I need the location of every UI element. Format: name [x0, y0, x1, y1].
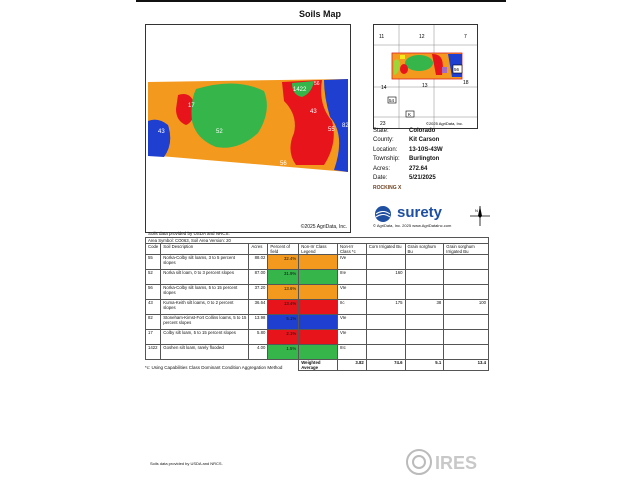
col-header: Acres [249, 244, 268, 255]
soil-acres: 4.00 [249, 345, 268, 360]
corn-irrigated: 175 [366, 300, 405, 315]
table-row [146, 315, 489, 330]
locator-label: 11 [379, 34, 385, 40]
map-label-55: 55 [328, 127, 335, 133]
class-legend-swatch [299, 330, 338, 345]
table-row [146, 285, 489, 300]
map-label-82: 82 [342, 123, 349, 129]
soil-description: Norka silt loam, 0 to 3 percent slopes [161, 270, 249, 285]
surety-subtext: © AgriData, Inc. 2025 www.AgriDataInc.com [373, 223, 452, 228]
locator-map-graphic [374, 25, 477, 128]
col-header: Non-Irr Class Legend [299, 244, 338, 255]
non-irr-class: VIe [337, 315, 366, 330]
non-irr-class: VIe [337, 285, 366, 300]
table-row [146, 330, 489, 345]
map-label-43b: 43 [310, 109, 317, 115]
class-legend-swatch [299, 285, 338, 300]
grain-sorghum-irrigated [444, 315, 489, 330]
footnote: *c: Using Capabilities Class Dominant Condition Aggregation Method [145, 365, 283, 370]
table-row [146, 255, 489, 270]
ires-logo-icon [407, 450, 431, 474]
soil-percent: 13.4% [268, 300, 299, 315]
map-label-17: 17 [188, 103, 195, 109]
info-label: Date: [373, 175, 388, 182]
grain-sorghum [405, 255, 444, 270]
col-header: Soil Description [161, 244, 249, 255]
weighted-label: Weighted Average [299, 360, 338, 371]
info-row-location [373, 146, 443, 155]
grain-sorghum [405, 270, 444, 285]
locator-label: 18 [463, 80, 469, 86]
table-header-row [146, 244, 489, 255]
class-legend-swatch [299, 300, 338, 315]
soil-percent: 31.9% [268, 270, 299, 285]
grain-sorghum-irrigated [444, 285, 489, 300]
soil-percent: 32.4% [268, 255, 299, 270]
grain-sorghum [405, 285, 444, 300]
locator-label: 54 [389, 98, 395, 103]
grain-sorghum [405, 345, 444, 360]
soil-code: 1422 [146, 345, 161, 360]
grain-sorghum [405, 330, 444, 345]
soil-code: 56 [146, 285, 161, 300]
soil-acres: 36.64 [249, 300, 268, 315]
corn-irrigated [366, 285, 405, 300]
non-irr-class: IVe [337, 255, 366, 270]
ires-wordmark: IRES [435, 453, 478, 473]
class-legend-swatch [299, 255, 338, 270]
locator-label: 13 [422, 83, 428, 89]
info-label: County: [373, 137, 394, 144]
corn-irrigated: 160 [366, 270, 405, 285]
corn-irrigated [366, 255, 405, 270]
surety-globe-icon [373, 205, 395, 223]
map-label-1422: 1422 [293, 87, 307, 93]
surety-logo [373, 205, 451, 228]
info-value: 5/21/2025 [409, 175, 436, 182]
col-header: Grain sorghum Bu [405, 244, 444, 255]
soils-map-graphic [146, 25, 350, 232]
soils-legend-table [145, 237, 489, 371]
info-label: Township: [373, 156, 400, 163]
ires-watermark [405, 448, 497, 476]
soil-code: 52 [146, 270, 161, 285]
info-label: Acres: [373, 165, 391, 172]
class-legend-swatch [299, 345, 338, 360]
grain-sorghum-irrigated [444, 270, 489, 285]
class-legend-swatch [299, 270, 338, 285]
col-header: Grain sorghum Irrigated Bu [444, 244, 489, 255]
corn-irrigated [366, 345, 405, 360]
grain-sorghum: 38 [405, 300, 444, 315]
soil-code: 55 [146, 255, 161, 270]
table-row [146, 345, 489, 360]
locator-copyright: ©2025 AgriData, Inc. [426, 121, 463, 126]
soil-acres: 13.98 [249, 315, 268, 330]
grain-sorghum-irrigated [444, 330, 489, 345]
grain-sorghum-irrigated: 100 [444, 300, 489, 315]
soil-description: Stoneham-Kimst-Fort Collins loams, 5 to 15 percent slopes [161, 315, 249, 330]
company-logo: ROCKING X [373, 185, 402, 191]
locator-label: K [408, 112, 412, 117]
info-value: 13-10S-43W [409, 146, 443, 153]
info-row-township [373, 155, 443, 164]
soil-code: 82 [146, 315, 161, 330]
corn-irrigated [366, 330, 405, 345]
weighted-corn: 74.6 [366, 360, 405, 371]
map-label-56b: 56 [314, 81, 320, 87]
soil-percent: 5.1% [268, 315, 299, 330]
class-legend-swatch [299, 315, 338, 330]
weighted-sorghum: 5.1 [405, 360, 444, 371]
locator-map[interactable] [373, 24, 478, 129]
map-copyright: ©2025 AgriData, Inc. [300, 224, 347, 230]
info-value: Colorado [409, 128, 436, 134]
weighted-class: 3.82 [337, 360, 366, 371]
info-row-county [373, 136, 443, 145]
soil-description: Kuma-Keith silt loams, 0 to 2 percent slopes [161, 300, 249, 315]
north-label: N [475, 208, 478, 213]
soil-percent: 13.6% [268, 285, 299, 300]
top-rule [136, 0, 506, 2]
info-row-acres [373, 165, 443, 174]
surety-wordmark: surety [397, 204, 443, 221]
soil-acres: 88.02 [249, 255, 268, 270]
table-row [146, 300, 489, 315]
soil-description: Norka-Colby silt loams, 5 to 15 percent slopes [161, 285, 249, 300]
weighted-sorghum-irr: 13.4 [444, 360, 489, 371]
map-label-52: 52 [216, 129, 223, 135]
non-irr-class: VIe [337, 330, 366, 345]
corn-irrigated [366, 315, 405, 330]
info-label: State: [373, 128, 389, 134]
locator-label: 56 [454, 67, 460, 72]
table-row [146, 270, 489, 285]
grain-sorghum [405, 315, 444, 330]
locator-label: 7 [464, 34, 467, 40]
info-label: Location: [373, 146, 398, 153]
soil-code: 17 [146, 330, 161, 345]
map-label-43: 43 [158, 129, 165, 135]
bottom-note: Soils data provided by USDA and NRCS. [150, 461, 223, 466]
locator-label: 14 [381, 85, 387, 91]
soil-percent: 2.1% [268, 330, 299, 345]
soil-acres: 37.20 [249, 285, 268, 300]
field-info [373, 127, 443, 183]
info-row-date [373, 174, 443, 183]
col-header: Percent of field [268, 244, 299, 255]
page-title: Soils Map [298, 9, 341, 19]
info-value: Burlington [409, 156, 440, 163]
info-row-state [373, 127, 443, 136]
soil-description: Colby silt loam, 5 to 15 percent slopes [161, 330, 249, 345]
info-value: 272.64 [409, 165, 428, 172]
locator-label: 12 [419, 34, 425, 40]
soil-percent: 1.5% [268, 345, 299, 360]
info-value: Kit Carson [409, 137, 440, 144]
north-arrow-icon [468, 204, 492, 228]
grain-sorghum-irrigated [444, 255, 489, 270]
col-header: Corn Irrigated Bu [366, 244, 405, 255]
non-irr-class: IIc [337, 300, 366, 315]
map-label-56: 56 [280, 161, 287, 167]
source-note: Soils data provided by USDA and NRCS. [148, 231, 230, 236]
non-irr-class: IIIe [337, 270, 366, 285]
soil-acres: 5.80 [249, 330, 268, 345]
locator-label: 23 [380, 121, 386, 127]
soil-acres: 87.00 [249, 270, 268, 285]
col-header: Code [146, 244, 161, 255]
soil-description: Norka-Colby silt loams, 3 to 5 percent slopes [161, 255, 249, 270]
soil-code: 43 [146, 300, 161, 315]
soil-description: Goshen silt loam, rarely flooded [161, 345, 249, 360]
grain-sorghum-irrigated [444, 345, 489, 360]
area-symbol: Area Symbol: CO063, Soil Area Version: 20 [146, 238, 489, 244]
col-header: Non-Irr Class *c [337, 244, 366, 255]
soils-map[interactable] [145, 24, 351, 233]
non-irr-class: IIIc [337, 345, 366, 360]
soil-polygon-43-west [148, 120, 170, 157]
